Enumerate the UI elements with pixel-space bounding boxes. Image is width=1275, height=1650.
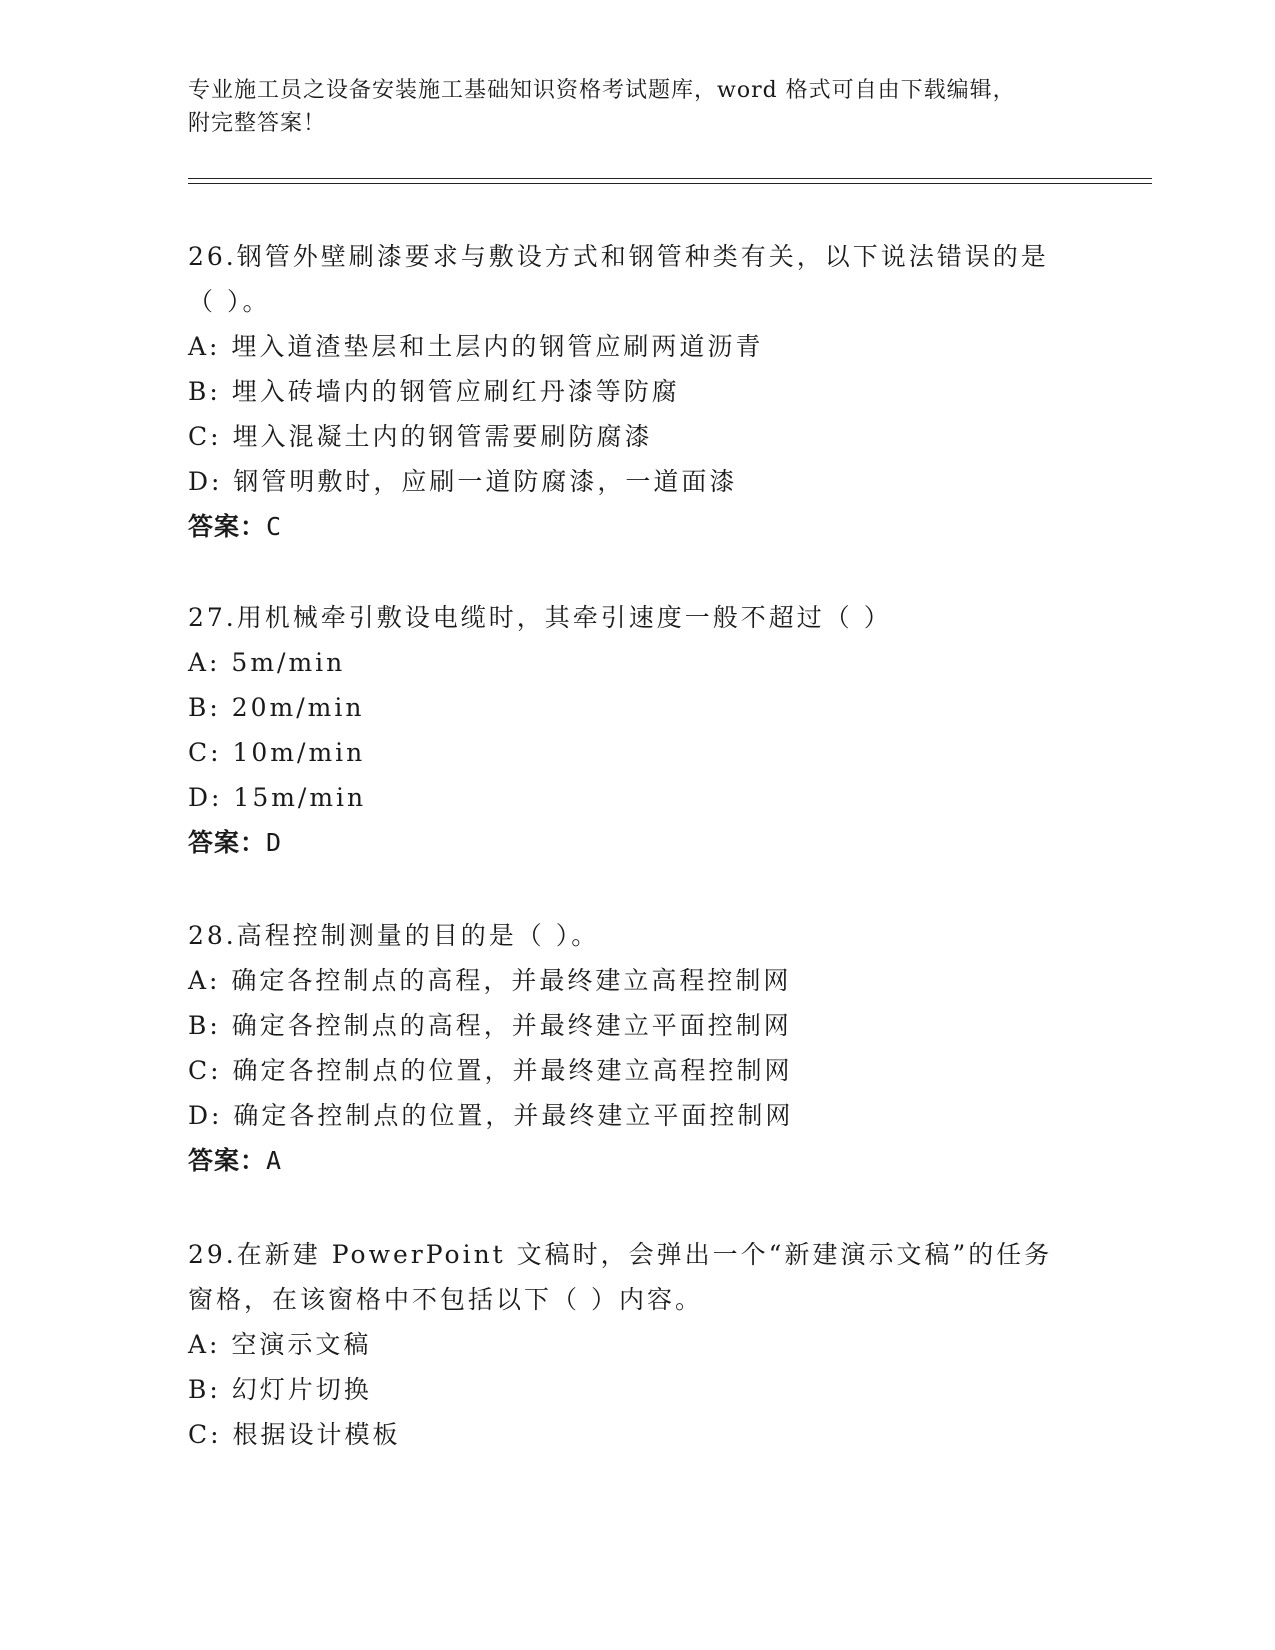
answer-value: D [266,828,283,857]
answer-label: 答案： [188,828,267,857]
header-line-1: 专业施工员之设备安装施工基础知识资格考试题库，word 格式可自由下载编辑， [188,78,1016,103]
header-divider-bottom [188,183,1152,184]
option-c: C: 埋入混凝土内的钢管需要刷防腐漆 [188,422,653,451]
option-a: A: 确定各控制点的高程，并最终建立高程控制网 [188,966,792,995]
option-b: B: 确定各控制点的高程，并最终建立平面控制网 [188,1011,792,1040]
option-d: D: 钢管明敷时，应刷一道防腐漆，一道面漆 [188,467,738,496]
option-b: B: 埋入砖墙内的钢管应刷红丹漆等防腐 [188,377,680,406]
document-header [188,74,1068,140]
option-a: A: 埋入道渣垫层和土层内的钢管应刷两道沥青 [188,332,764,361]
question-28 [188,913,1088,1183]
answer-label: 答案： [188,1146,267,1175]
option-b: B: 幻灯片切换 [188,1375,372,1404]
option-c: C: 根据设计模板 [188,1420,401,1449]
question-text-continued: （ ）。 [188,287,271,316]
answer-line [188,1138,1088,1183]
option-b: B: 20m/min [188,693,365,722]
answer-value: A [266,1146,283,1175]
question-text-continued: 窗格，在该窗格中不包括以下（ ）内容。 [188,1285,703,1314]
answer-value: C [266,512,283,541]
question-27 [188,595,1088,865]
option-d: D: 15m/min [188,783,367,812]
answer-line [188,820,1088,865]
question-26 [188,234,1088,549]
answer-label: 答案： [188,512,267,541]
answer-line [188,504,1088,549]
question-text: 29.在新建 PowerPoint 文稿时，会弹出一个“新建演示文稿”的任务 [188,1240,1053,1269]
question-text: 28.高程控制测量的目的是（ ）。 [188,921,600,950]
header-divider-top [188,178,1152,179]
option-d: D: 确定各控制点的位置，并最终建立平面控制网 [188,1101,794,1130]
option-a: A: 5m/min [188,648,346,677]
question-text: 26.钢管外壁刷漆要求与敷设方式和钢管种类有关，以下说法错误的是 [188,242,1049,271]
option-c: C: 10m/min [188,738,366,767]
option-c: C: 确定各控制点的位置，并最终建立高程控制网 [188,1056,793,1085]
question-29 [188,1232,1088,1457]
option-a: A: 空演示文稿 [188,1330,372,1359]
question-text: 27.用机械牵引敷设电缆时，其牵引速度一般不超过（ ） [188,603,892,632]
header-line-2: 附完整答案！ [188,111,327,136]
